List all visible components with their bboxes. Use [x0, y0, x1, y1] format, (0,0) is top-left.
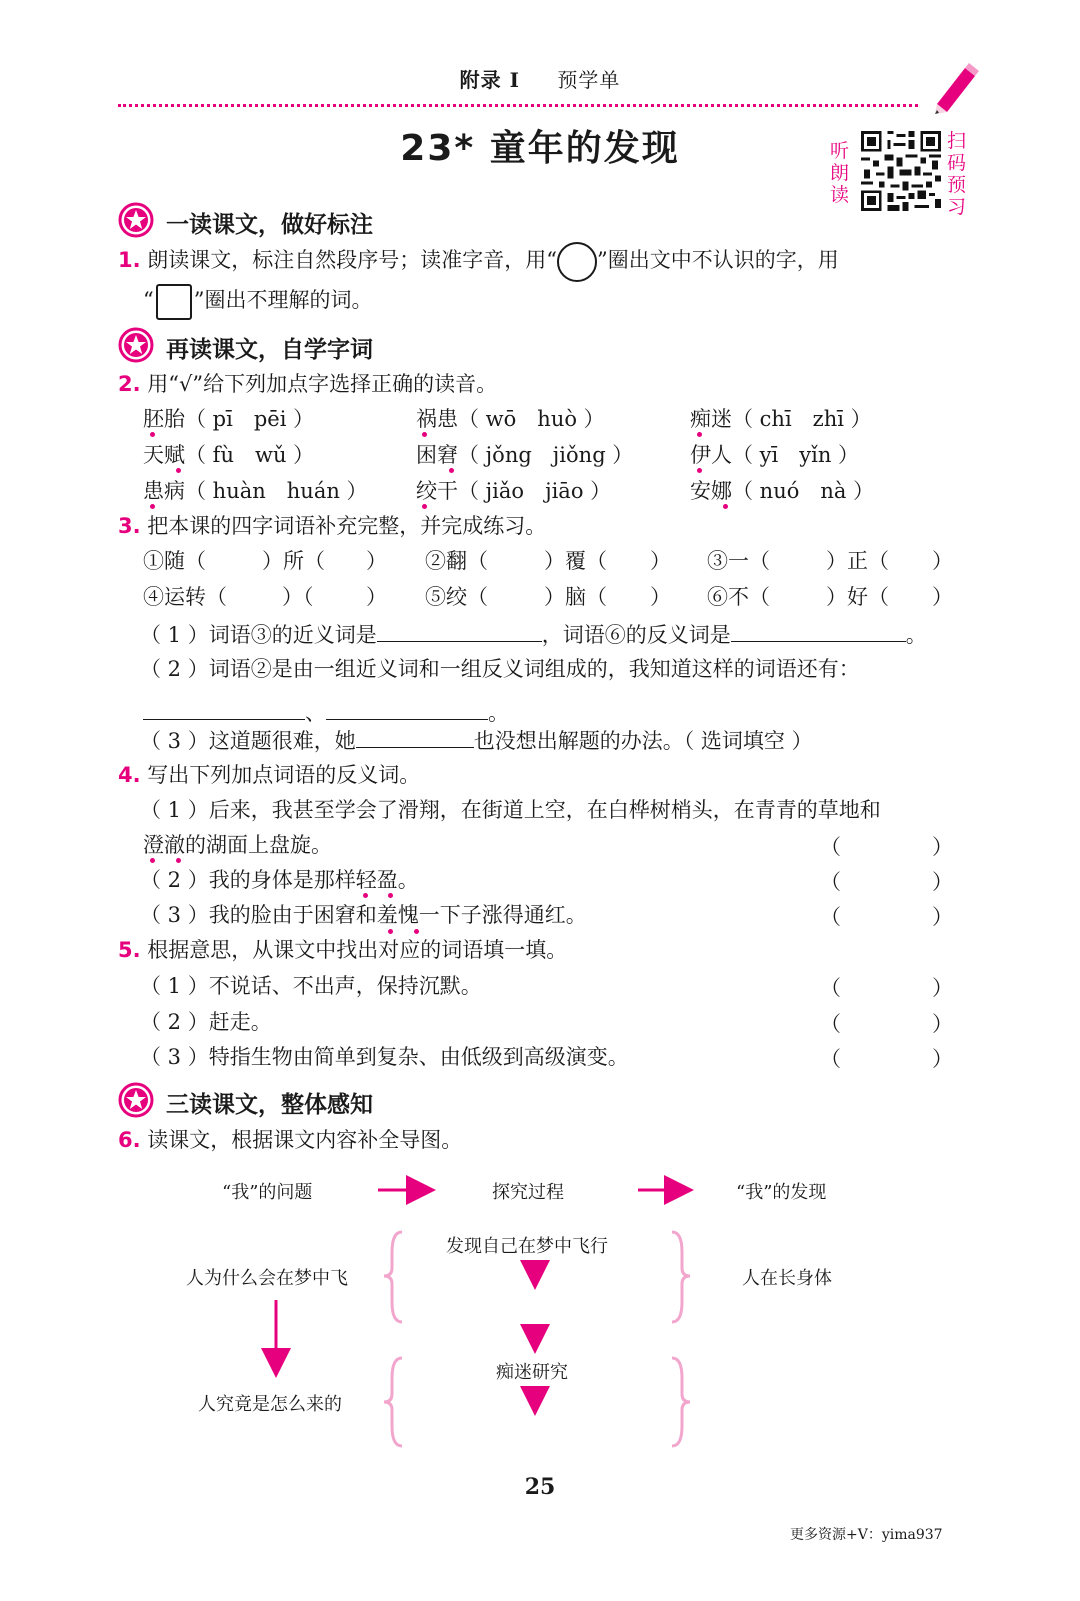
emphasis-dot: [414, 929, 419, 934]
emphasis-dot: [388, 893, 393, 898]
page-header: [0, 64, 1080, 93]
q2-item: 痴迷（ chī zhī ）: [690, 407, 872, 431]
idiom-fill: ①随（: [143, 549, 206, 573]
answer-paren-open: （: [820, 1047, 841, 1071]
q6-number: 6.: [118, 1128, 141, 1152]
lesson-title: 23* 童年的发现: [400, 128, 680, 169]
answer-paren-open: （: [820, 976, 841, 1000]
section-2-title: 再读课文，自学字词: [166, 337, 373, 363]
q4-prompt: [118, 761, 420, 789]
pencil-icon: [925, 58, 985, 118]
mindmap-process-2: 痴迷研究: [496, 1362, 568, 1383]
emphasis-dot: [363, 893, 368, 898]
idiom-fill: ③一（: [707, 549, 770, 573]
emphasis-dot: [150, 504, 155, 509]
q1-text-a: 朗读课文，标注自然段序号；读准字音，用“: [147, 248, 558, 272]
star-badge-icon: [118, 1082, 154, 1118]
emphasis-dot: [150, 432, 155, 437]
q1-text-b: ”圈出文中不认识的字，用: [597, 248, 839, 272]
q6-text: 读课文，根据课文内容补全导图。: [147, 1128, 463, 1152]
q3-sub-1: [140, 619, 927, 649]
q5-number: 5.: [118, 938, 141, 962]
emphasis-dot: [388, 929, 393, 934]
section-3-heading: [118, 1086, 518, 1118]
mindmap-col2-head: 探究过程: [492, 1182, 564, 1203]
mindmap-process-1: 发现自己在梦中飞行: [446, 1236, 608, 1257]
answer-paren-open: （: [820, 1012, 841, 1036]
q4-text: 写出下列加点词语的反义词。: [147, 763, 421, 787]
answer-paren-close: ）: [932, 835, 953, 859]
section-1-heading: [118, 206, 518, 238]
idiom-fill: ）覆（: [544, 549, 607, 573]
right-brace-icon: [672, 1232, 690, 1322]
q2-item: 伊人（ yī yǐn ）: [690, 443, 860, 467]
idiom-fill: ）: [650, 585, 671, 609]
q2-item: 患病（ huàn huán ）: [143, 479, 368, 503]
footer-note: 更多资源+V：yima937: [790, 1527, 943, 1543]
appendix-name: 预学单: [557, 68, 621, 92]
q5-sub-2: （ 2 ）赶走。: [140, 1010, 272, 1034]
answer-blank[interactable]: [731, 619, 906, 642]
answer-paren-close: ）: [932, 870, 953, 894]
idiom-fill: ）好（: [826, 585, 889, 609]
idiom-fill: ②翻（: [425, 549, 488, 573]
idiom-fill: ④运转（: [143, 585, 227, 609]
q2-number: 2.: [118, 372, 141, 396]
q3-sub-2-blanks: [143, 697, 509, 727]
mindmap-question-1: 人为什么会在梦中飞: [186, 1268, 348, 1289]
answer-paren-close: ）: [932, 1047, 953, 1071]
answer-paren-open: （: [820, 905, 841, 929]
answer-blank[interactable]: [326, 697, 488, 720]
q2-item: 安娜（ nuó nà ）: [690, 479, 875, 503]
q2-item: 天赋（ fù wǔ ）: [143, 443, 315, 467]
q3-sub-1-a: （ 1 ）词语③的近义词是: [140, 623, 377, 647]
q3-sub-1-b: ，词语⑥的反义词是: [541, 623, 731, 647]
q5-prompt: [118, 936, 567, 964]
mindmap-question-2: 人究竟是怎么来的: [198, 1394, 342, 1415]
idiom-fill: ⑤绞（: [425, 585, 488, 609]
emphasis-dot: [176, 858, 181, 863]
square-mark-icon: [156, 284, 192, 320]
q3-sub-3-a: （ 3 ）这道题很难，她: [140, 729, 356, 753]
mindmap-col3-head: “我”的发现: [736, 1182, 827, 1203]
star-badge-icon: [118, 327, 154, 363]
period: 。: [488, 701, 509, 725]
idiom-fill: ）脑（: [544, 585, 607, 609]
idiom-fill: ）: [366, 585, 387, 609]
mindmap-finding-1: 人在长身体: [742, 1268, 832, 1289]
circle-mark-icon: [557, 242, 597, 282]
q3-text: 把本课的四字词语补充完整，并完成练习。: [147, 514, 547, 538]
q1-line-2: [143, 286, 373, 314]
separator: 、: [305, 701, 326, 725]
q4-sub-2: （ 2 ）我的身体是那样轻盈。: [140, 868, 419, 892]
idiom-fill: ）（: [282, 585, 314, 609]
page-number: 25: [524, 1474, 556, 1500]
emphasis-dot: [697, 468, 702, 473]
emphasis-dot: [176, 468, 181, 473]
idiom-fill: ）: [932, 585, 953, 609]
answer-blank[interactable]: [143, 697, 305, 720]
q1-text-c: “: [143, 288, 154, 312]
mindmap-col1-head: “我”的问题: [222, 1182, 313, 1203]
q5-sub-3: （ 3 ）特指生物由简单到复杂、由低级到高级演变。: [140, 1045, 629, 1069]
idiom-fill: ）: [932, 549, 953, 573]
emphasis-dot: [422, 432, 427, 437]
header-divider: [118, 104, 918, 107]
q4-number: 4.: [118, 763, 141, 787]
section-3-title: 三读课文，整体感知: [166, 1092, 373, 1118]
q2-item: 胚胎（ pī pēi ）: [143, 407, 315, 431]
right-brace-icon: [672, 1358, 690, 1446]
emphasis-dot: [150, 858, 155, 863]
answer-paren-close: ）: [932, 1012, 953, 1036]
appendix-label: 附录 I: [459, 68, 520, 92]
answer-paren-open: （: [820, 835, 841, 859]
idiom-fill: ）: [650, 549, 671, 573]
q3-prompt: [118, 512, 546, 540]
emphasis-dot: [697, 432, 702, 437]
star-badge-icon: [118, 202, 154, 238]
q3-sub-2: （ 2 ）词语②是由一组近义词和一组反义词组成的，我知道这样的词语还有：: [140, 657, 860, 681]
q3-sub-1-c: 。: [905, 623, 927, 647]
section-2-heading: [118, 331, 518, 363]
q6-prompt: [118, 1126, 462, 1154]
q3-number: 3.: [118, 514, 141, 538]
left-brace-icon: [384, 1232, 402, 1322]
q3-sub-3-b: 也没想出解题的办法。（ 选词填空 ）: [473, 729, 813, 753]
q2-item: 困窘（ jǒng jiǒng ）: [416, 443, 634, 467]
qr-code-icon[interactable]: [858, 128, 944, 214]
answer-paren-open: （: [820, 870, 841, 894]
emphasis-dot: [449, 468, 454, 473]
section-1-title: 一读课文，做好标注: [166, 212, 373, 238]
q1-line-1: [118, 246, 839, 274]
qr-left-label: 听朗读: [830, 140, 850, 206]
q2-item: 祸患（ wō huò ）: [416, 407, 605, 431]
qr-right-label: 扫码预习: [947, 130, 967, 218]
q1-number: 1.: [118, 248, 141, 272]
emphasis-dot: [422, 504, 427, 509]
q4-sub-3: （ 3 ）我的脸由于困窘和羞愧一下子涨得通红。: [140, 903, 587, 927]
q2-item: 绞干（ jiǎo jiāo ）: [416, 479, 612, 503]
answer-blank[interactable]: [377, 619, 542, 642]
q3-sub-3: [140, 725, 813, 755]
q4-sub-1a: （ 1 ）后来，我甚至学会了滑翔，在街道上空，在白桦树梢头，在青青的草地和: [140, 798, 881, 822]
q4-sub-1b: 澄澈的湖面上盘旋。: [143, 833, 332, 857]
left-brace-icon: [384, 1358, 402, 1446]
q5-text: 根据意思，从课文中找出对应的词语填一填。: [147, 938, 568, 962]
answer-blank[interactable]: [356, 725, 474, 748]
idiom-fill: ）: [366, 549, 387, 573]
q5-sub-1: （ 1 ）不说话、不出声，保持沉默。: [140, 974, 482, 998]
answer-paren-close: ）: [932, 976, 953, 1000]
q1-text-d: ”圈出不理解的词。: [193, 288, 373, 312]
q2-text: 用“√”给下列加点字选择正确的读音。: [147, 372, 498, 396]
idiom-fill: ⑥不（: [707, 585, 770, 609]
idiom-fill: ）正（: [826, 549, 889, 573]
answer-paren-close: ）: [932, 905, 953, 929]
idiom-fill: ）所（: [262, 549, 325, 573]
q2-prompt: [118, 370, 497, 398]
emphasis-dot: [723, 504, 728, 509]
